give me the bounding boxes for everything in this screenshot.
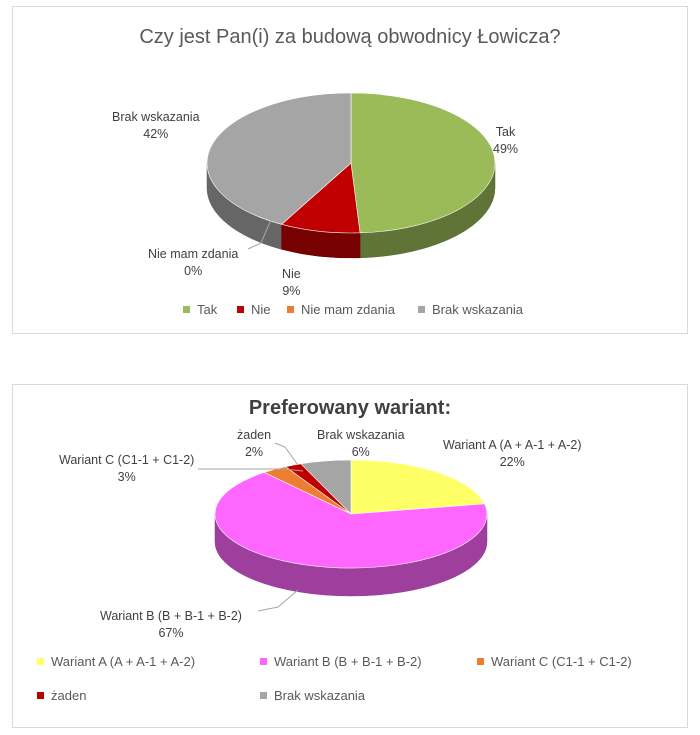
chart-title: Czy jest Pan(i) za budową obwodnicy Łowicza? [139, 26, 561, 48]
pie-chart-obwodnica [13, 7, 689, 335]
legend-swatch [477, 658, 484, 665]
chart-title: Preferowany wariant: [248, 397, 452, 419]
legend-swatch [37, 692, 44, 699]
legend-swatch [418, 306, 425, 313]
legend-swatch [260, 692, 267, 699]
legend-item-wariant-a: Wariant A (A + A-1 + A-2) [37, 654, 195, 669]
legend-swatch [287, 306, 294, 313]
leader-line-zaden [275, 443, 298, 465]
chart-panel-wariant [12, 384, 688, 728]
chart-panel-obwodnica [12, 6, 688, 334]
data-label-wariant-b: Wariant B (B + B-1 + B-2) 67% [100, 609, 242, 640]
legend-swatch [183, 306, 190, 313]
leader-line-wariant-b [258, 590, 298, 611]
data-label-brak-wskazania: Brak wskazania 42% [112, 110, 200, 141]
legend-item-wariant-c: Wariant C (C1-1 + C1-2) [477, 654, 632, 669]
legend-item-tak: Tak [183, 302, 217, 317]
legend-item-wariant-b: Wariant B (B + B-1 + B-2) [260, 654, 422, 669]
legend-item-brak-wskazania: Brak wskazania [418, 302, 523, 317]
data-label-tak: Tak 49% [493, 125, 519, 156]
data-label-nie-mam-zdania: Nie mam zdania 0% [148, 247, 239, 278]
data-label-brak-wskazania: Brak wskazania 6% [317, 428, 405, 459]
data-label-zaden: żaden 2% [237, 428, 272, 459]
legend-item-nie-mam-zdania: Nie mam zdania [287, 302, 395, 317]
legend-swatch [237, 306, 244, 313]
data-label-wariant-a: Wariant A (A + A-1 + A-2) 22% [443, 438, 582, 469]
data-label-wariant-c: Wariant C (C1-1 + C1-2) 3% [59, 453, 195, 484]
legend-swatch [260, 658, 267, 665]
data-label-nie: Nie 9% [282, 267, 301, 298]
legend-swatch [37, 658, 44, 665]
legend-item-brak-wskazania: Brak wskazania [260, 688, 365, 703]
legend-item-nie: Nie [237, 302, 271, 317]
legend-item-zaden: żaden [37, 688, 86, 703]
